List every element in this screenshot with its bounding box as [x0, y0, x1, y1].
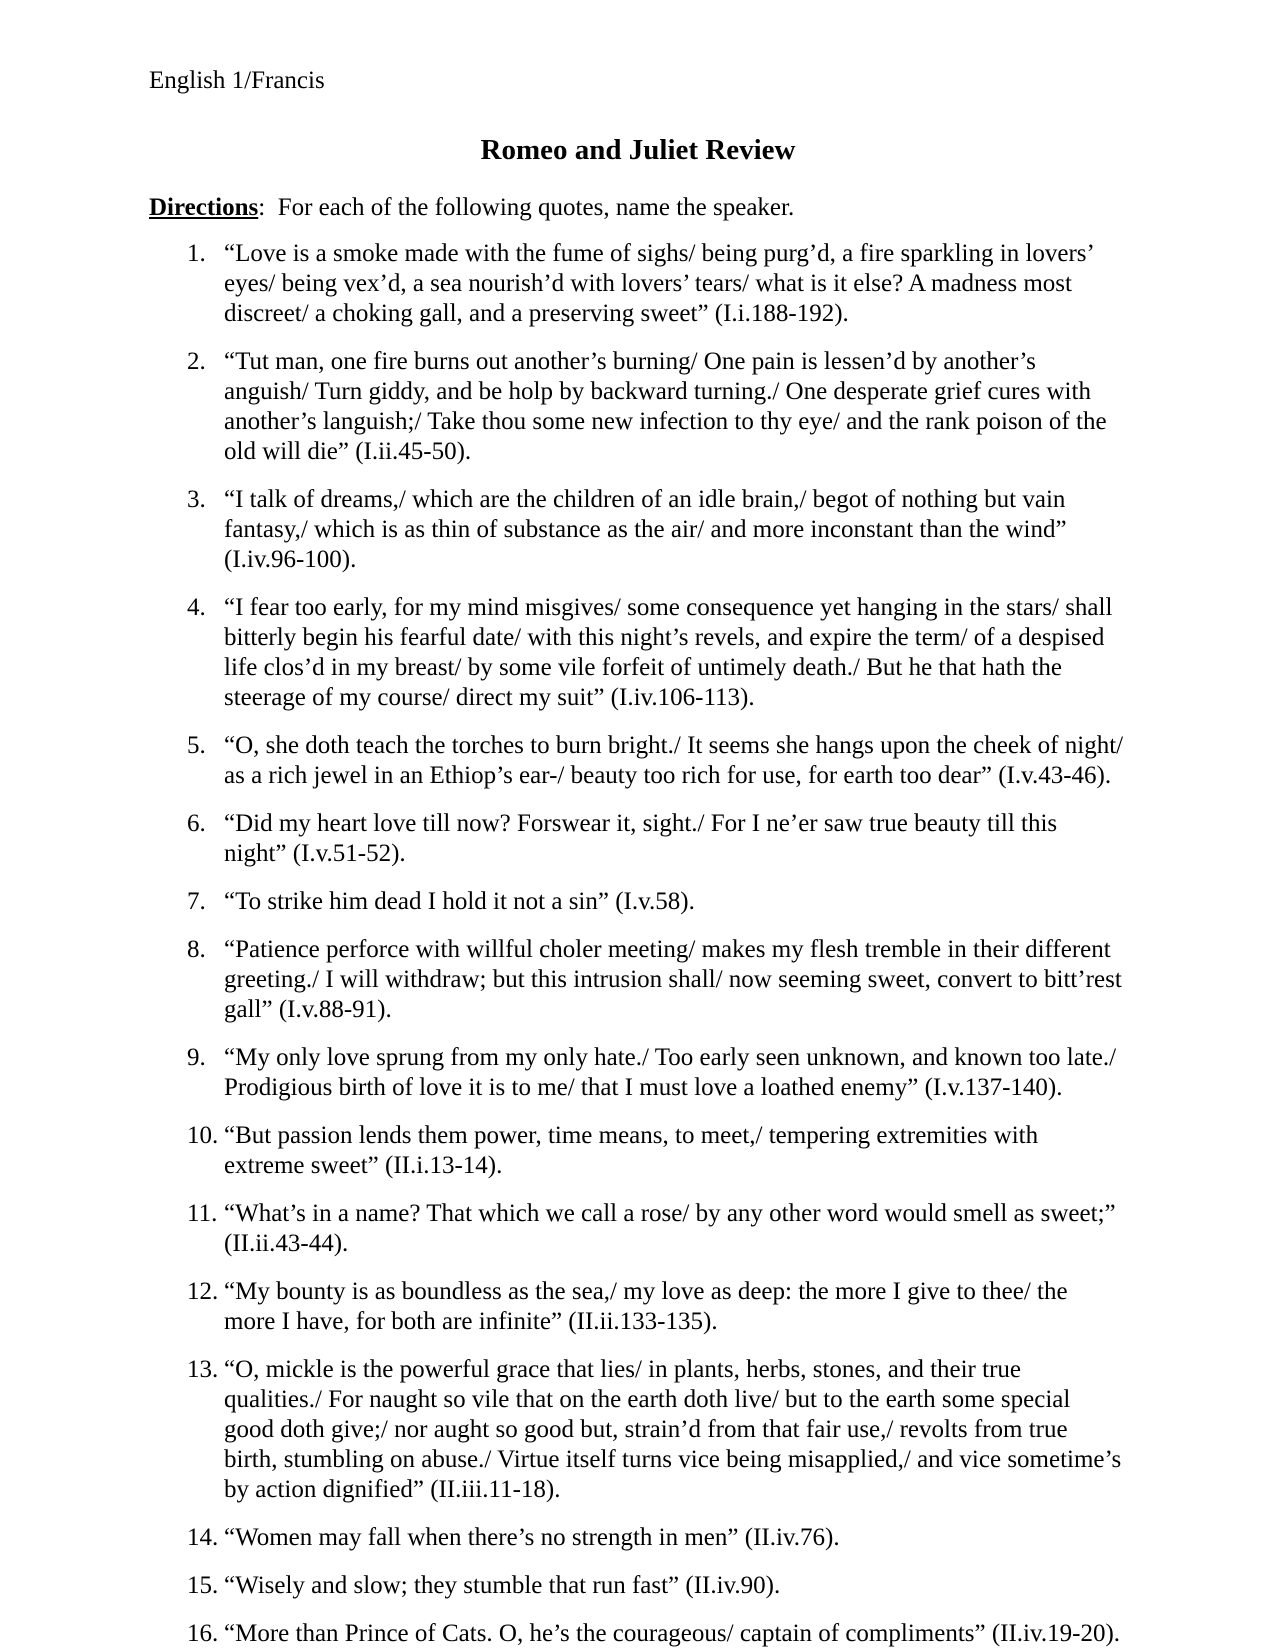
- course-header: English 1/Francis: [149, 67, 325, 94]
- quote-item: [187, 347, 1127, 467]
- quote-text: “O, mickle is the powerful grace that lies/ in plants, herbs, stones, and their true qualities./ For naught so vile that on the earth doth live/ but to the earth some special good doth give;/ nor aught so good but, strain’d from that fair use,/ revolts from true birth, stumbling on abuse./ Virtue itself turns vice being misapplied,/ and vice sometime’s by action dignified” (II.iii.11-18).: [224, 1356, 1122, 1503]
- quote-number: 5.: [187, 732, 206, 759]
- quote-number: 15.: [187, 1572, 219, 1599]
- directions: [149, 193, 1127, 223]
- quote-text: “I talk of dreams,/ which are the children of an idle brain,/ begot of nothing but vain fantasy,/ which is as thin of substance as the air/ and more inconstant than the wind” (I.iv.96-100).: [224, 486, 1067, 573]
- quote-number: 7.: [187, 888, 206, 915]
- quote-text: “I fear too early, for my mind misgives/ some consequence yet hanging in the stars/ shall bitterly begin his fearful date/ with this night’s revels, and expire the term/ of a despised life clos’d in my breast/ by some vile forfeit of untimely death./ But he that hath the steerage of my course/ direct my suit” (I.iv.106-113).: [224, 594, 1113, 711]
- quote-item: [187, 1277, 1127, 1337]
- quote-text: “Tut man, one fire burns out another’s burning/ One pain is lessen’d by another’s anguish/ Turn giddy, and be holp by backward turning./ One desperate grief cures with another’s languish;/ Take thou some new infection to thy eye/ and the rank poison of the old will die” (I.ii.45-50).: [224, 348, 1107, 465]
- quote-text: “To strike him dead I hold it not a sin” (I.v.58).: [224, 888, 695, 915]
- quote-list: [149, 239, 1127, 1649]
- directions-label: Directions: [149, 194, 259, 221]
- quote-text: “My bounty is as boundless as the sea,/ my love as deep: the more I give to thee/ the more I have, for both are infinite” (II.ii.133-135).: [224, 1278, 1068, 1335]
- quote-item: [187, 731, 1127, 791]
- quote-item: [187, 1619, 1127, 1649]
- directions-text: : For each of the following quotes, name the speaker.: [258, 194, 795, 221]
- quote-number: 6.: [187, 810, 206, 837]
- quote-text: “More than Prince of Cats. O, he’s the courageous/ captain of compliments” (II.iv.19-20).: [224, 1620, 1121, 1647]
- quote-number: 14.: [187, 1524, 219, 1551]
- quote-text: “What’s in a name? That which we call a rose/ by any other word would smell as sweet;” (II.ii.43-44).: [224, 1200, 1116, 1257]
- quote-number: 8.: [187, 936, 206, 963]
- quote-number: 16.: [187, 1620, 219, 1647]
- page-title: Romeo and Juliet Review: [480, 134, 796, 166]
- quote-item: [187, 1355, 1127, 1505]
- quote-number: 12.: [187, 1278, 219, 1305]
- quote-number: 9.: [187, 1044, 206, 1071]
- quote-text: “Wisely and slow; they stumble that run fast” (II.iv.90).: [224, 1572, 781, 1599]
- quote-text: “Women may fall when there’s no strength in men” (II.iv.76).: [224, 1524, 840, 1551]
- quote-text: “O, she doth teach the torches to burn bright./ It seems she hangs upon the cheek of night/ as a rich jewel in an Ethiop’s ear-/ beauty too rich for use, for earth too dear” (I.v.43-46).: [224, 732, 1124, 789]
- quote-number: 13.: [187, 1356, 219, 1383]
- quote-text: “But passion lends them power, time means, to meet,/ tempering extremities with extreme sweet” (II.i.13-14).: [224, 1122, 1039, 1179]
- quote-text: “Love is a smoke made with the fume of sighs/ being purg’d, a fire sparkling in lovers’ eyes/ being vex’d, a sea nourish’d with lovers’ tears/ what is it else? A madness most discreet/ a choking gall, and a preserving sweet” (I.i.188-192).: [224, 240, 1094, 327]
- quote-number: 3.: [187, 486, 206, 513]
- quote-item: [187, 887, 1127, 917]
- quote-item: [187, 485, 1127, 575]
- quote-item: [187, 1199, 1127, 1259]
- quote-number: 11.: [187, 1200, 218, 1227]
- quote-item: [187, 809, 1127, 869]
- quote-number: 2.: [187, 348, 206, 375]
- quote-text: “Did my heart love till now? Forswear it, sight./ For I ne’er saw true beauty till this night” (I.v.51-52).: [224, 810, 1058, 867]
- quote-number: 1.: [187, 240, 206, 267]
- quote-item: [187, 1523, 1127, 1553]
- quote-text: “Patience perforce with willful choler meeting/ makes my flesh tremble in their different greeting./ I will withdraw; but this intrusion shall/ now seeming sweet, convert to bitt’rest gall” (I.v.88-91).: [224, 936, 1122, 1023]
- quote-number: 4.: [187, 594, 206, 621]
- quote-item: [187, 1043, 1127, 1103]
- quote-item: [187, 1571, 1127, 1601]
- quote-item: [187, 593, 1127, 713]
- quote-item: [187, 935, 1127, 1025]
- quote-number: 10.: [187, 1122, 219, 1149]
- quote-item: [187, 1121, 1127, 1181]
- quote-item: [187, 239, 1127, 329]
- quote-text: “My only love sprung from my only hate./ Too early seen unknown, and known too late./ Prodigious birth of love it is to me/ that I must love a loathed enemy” (I.v.137-140).: [224, 1044, 1117, 1101]
